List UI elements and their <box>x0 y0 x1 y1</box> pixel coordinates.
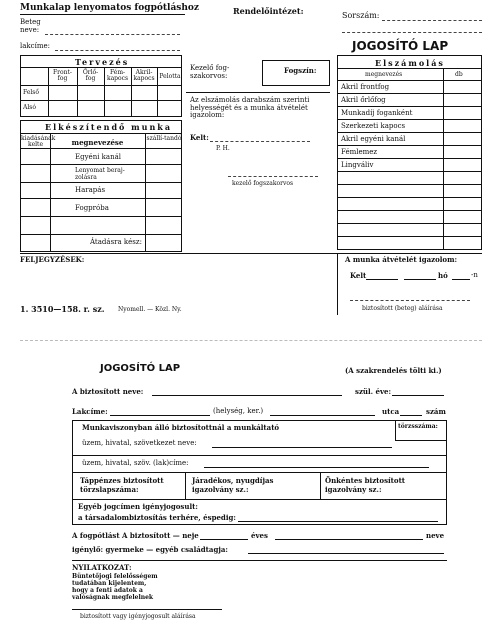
insured-signature-label: biztosított (beteg) aláírása <box>362 305 443 312</box>
sick-pay-label: Táppénzes biztosított törzslapszáma: <box>80 476 164 495</box>
planning-row-lower: Alsó <box>23 104 36 111</box>
dependent-name-field[interactable] <box>275 539 423 540</box>
settlement-heading: Elszámolás <box>375 58 445 68</box>
number-label: szám <box>426 407 446 416</box>
plant-address-label: üzem, hivatal, szöv. (lak)címe: <box>82 459 189 467</box>
birth-year-field[interactable] <box>392 395 444 396</box>
shade-label: Fogszín: <box>284 66 317 75</box>
street-label: utca <box>382 407 400 416</box>
denture-label: A fogpótlást A biztosított — neje <box>72 531 199 540</box>
doctor-signature-label: kezelő fogszakorvos <box>232 180 294 187</box>
settlement-col-name: megnevezés <box>365 71 403 78</box>
claimant-field[interactable] <box>248 553 444 554</box>
work-heading: Elkészítendő munka <box>45 122 172 132</box>
other-entitled-label: Egyéb jogcímen igényjogosult: <box>78 502 198 511</box>
title-underline <box>20 14 185 15</box>
accept-month-field[interactable] <box>404 279 436 280</box>
birth-year-label: szül. éve: <box>355 387 392 396</box>
patient-address-label: lakcíme: <box>20 42 50 50</box>
plant-name-field[interactable] <box>212 447 392 448</box>
claimant-label: igénylő: gyermeke — egyéb családtagja: <box>72 545 228 554</box>
declaration-title: NYILATKOZAT: <box>72 563 132 572</box>
insured-name-label: A biztosított neve: <box>72 387 144 396</box>
work-item: Egyéni kanál <box>75 153 121 161</box>
stamp-label: P. H. <box>216 145 230 152</box>
social-security-field[interactable] <box>238 521 438 522</box>
address-field[interactable] <box>110 415 210 416</box>
work-col-deliver: szállí-tandó <box>146 135 182 142</box>
insured-name-field[interactable] <box>152 395 342 396</box>
plant-address-field[interactable] <box>204 467 429 468</box>
settlement-item: Akril őrlőfog <box>341 96 386 104</box>
patient-name-label: neve: <box>20 26 40 34</box>
social-security-label: a társadalombiztosítás terhére, éspedig: <box>78 513 236 522</box>
planning-col-front: Front-fog <box>53 69 72 83</box>
address-label: Lakcíme: <box>72 407 108 416</box>
planning-col-acrylic: Akril-kapocs <box>133 69 155 83</box>
settlement-col-qty: db <box>455 71 463 78</box>
settlement-item: Akril egyéni kanál <box>341 135 406 143</box>
serial-label: Sorszám: <box>342 11 380 20</box>
notes-label: FELJEGYZÉSEK: <box>20 255 85 264</box>
printer-label: Nyomell. — Közl. Ny. <box>118 306 182 313</box>
form-title: Munkalap lenyomatos fogpótláshoz <box>20 3 200 13</box>
top-doc-title: JOGOSÍTÓ LAP <box>352 39 449 53</box>
accept-month-label: hó <box>438 271 448 280</box>
accept-date-label: Kelt <box>350 271 367 280</box>
cut-line <box>20 340 482 341</box>
allowance-label: Járadékos, nyugdíjas igazolvány sz.: <box>192 476 274 495</box>
work-col-name: megnevezése <box>71 138 124 147</box>
street-field[interactable] <box>270 415 375 416</box>
date-field[interactable] <box>210 141 310 142</box>
clinic-label: Rendelőintézet: <box>233 6 304 16</box>
work-item: Lenyomat berajzolásra <box>75 167 125 181</box>
insured-signature-line[interactable] <box>350 300 470 301</box>
fill-note: (A szakrendelés tölti ki.) <box>345 366 442 375</box>
voluntary-label: Önkéntes biztosított igazolvány sz.: <box>325 476 406 495</box>
patient-address-field[interactable] <box>55 50 180 51</box>
settlement-item: Munkadíj foganként <box>341 109 413 117</box>
date-label: Kelt: <box>190 133 209 142</box>
planning-row-upper: Felső <box>23 89 39 96</box>
age-label: éves <box>251 531 268 540</box>
doctor-signature-line[interactable] <box>228 176 318 177</box>
settlement-item: Fémlemez <box>341 148 378 156</box>
accept-day-label: -n <box>471 271 478 279</box>
name-short-label: neve <box>426 531 445 540</box>
bottom-doc-title: JOGOSÍTÓ LAP <box>100 363 181 374</box>
planning-col-molar: Őrlő-fog <box>82 69 99 83</box>
employer-title: Munkaviszonyban álló biztosítottnál a munkáltató <box>82 423 280 432</box>
declaration-signature-label: biztosított vagy igényjogosult aláírása <box>80 613 196 620</box>
settlement-item: Lingváliv <box>341 161 374 169</box>
technician-label: Kezelő fog-szakorvos: <box>190 64 230 80</box>
age-field[interactable] <box>200 539 248 540</box>
work-col-issued: kiadásának kelte <box>21 135 56 149</box>
plant-name-label: üzem, hivatal, szövetkezet neve: <box>82 439 197 447</box>
declaration-signature-line[interactable] <box>72 609 222 610</box>
work-item: Harapás <box>75 186 106 194</box>
accept-day-field[interactable] <box>452 279 470 280</box>
work-accept-text: A munka átvételét igazolom: <box>345 255 458 264</box>
locality-label: (helység, ker.) <box>213 407 264 415</box>
planning-heading: Tervezés <box>75 57 130 67</box>
acceptance-text: Az elszámolás darabszám szerinti helyességét és a munka átvételét igazolom: <box>190 96 310 120</box>
declaration-text: Büntetőjogi felelősségem tudatában kijelentem, hogy a fenti adatok a valóságnak megfelelnek <box>72 573 158 601</box>
patient-name-field[interactable] <box>45 34 180 35</box>
work-item: Átadásra kész: <box>90 238 142 246</box>
settlement-item: Akril frontfog <box>341 83 390 91</box>
reg-number-label: törzsszáma: <box>398 423 438 430</box>
accept-year-field[interactable] <box>366 279 398 280</box>
house-number-field[interactable] <box>400 415 422 416</box>
settlement-item: Szerkezeti kapocs <box>341 122 406 130</box>
work-item: Fogpróba <box>75 204 109 212</box>
serial-field-2[interactable] <box>342 32 482 33</box>
planning-col-metal: Fém-kapocs <box>106 69 129 83</box>
serial-field[interactable] <box>382 20 482 21</box>
patient-label: Beteg <box>20 18 41 26</box>
planning-col-pelotta: Pelotta <box>159 73 181 80</box>
print-code: 1. 3510—158. r. sz. <box>20 304 105 314</box>
